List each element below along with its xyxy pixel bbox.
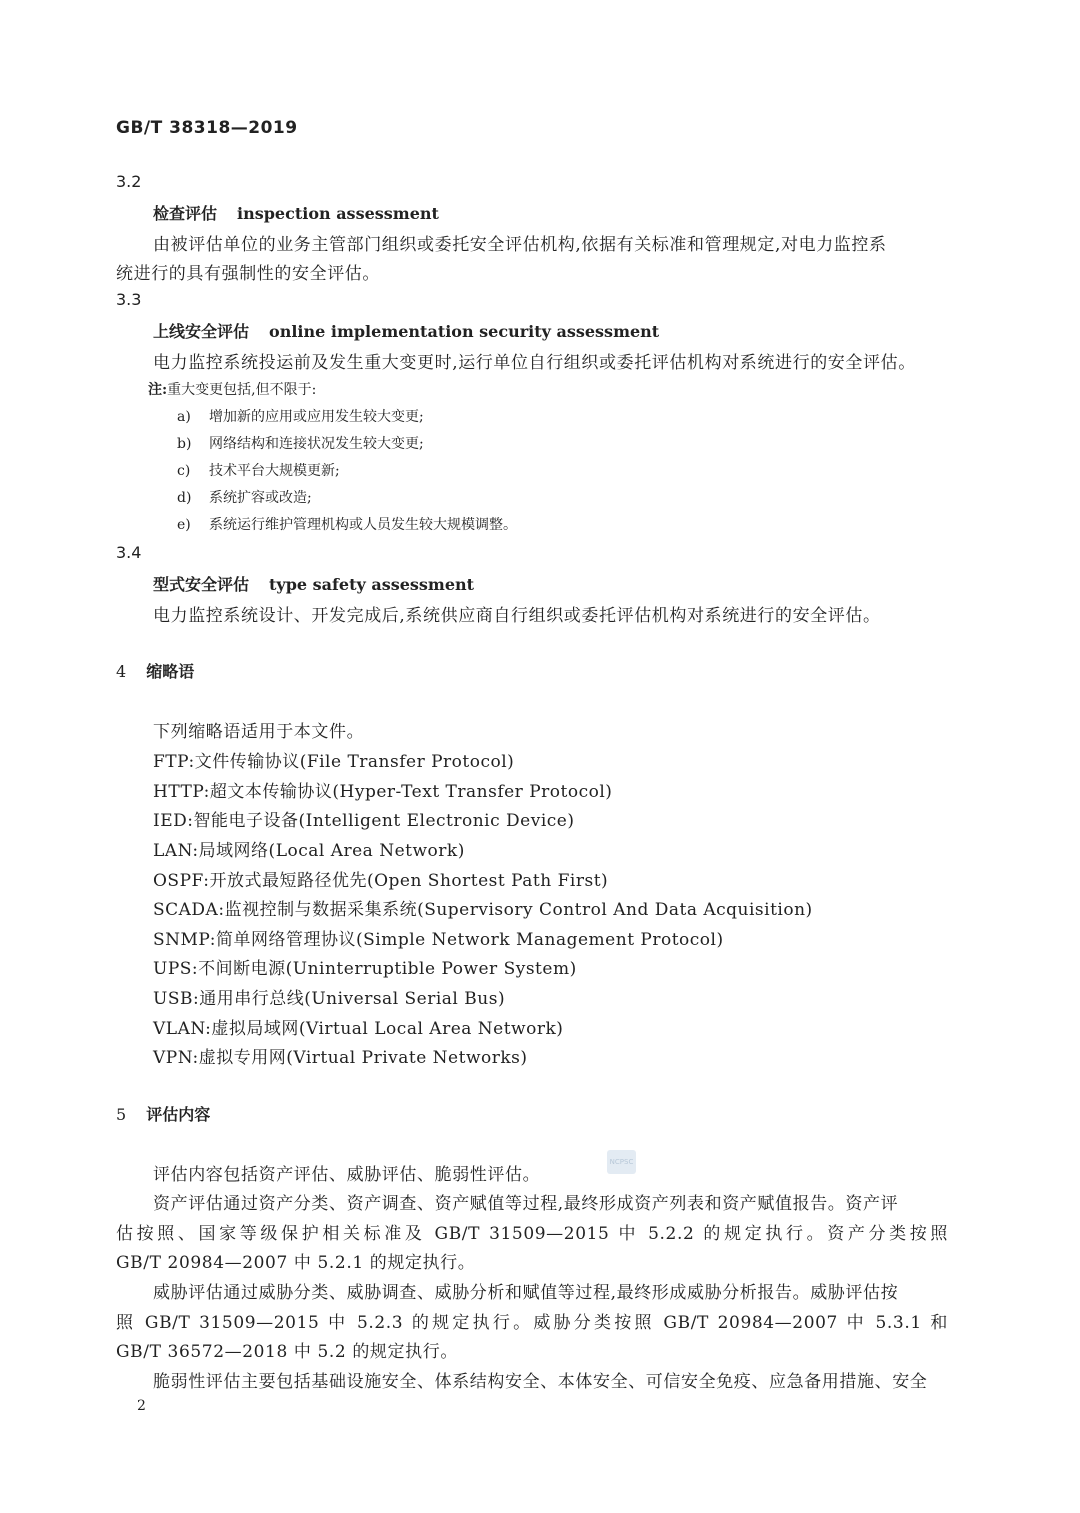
clause-number-3-3: 3.3: [116, 290, 142, 309]
term-heading-3-4: [153, 572, 474, 595]
standard-code: GB/T 38318—2019: [116, 118, 298, 138]
page-number: 2: [137, 1398, 146, 1414]
term-en: inspection assessment: [237, 204, 439, 223]
note-item: [177, 460, 340, 480]
clause-number-3-4: 3.4: [116, 543, 142, 562]
note-item-marker: c): [177, 463, 191, 479]
term-cn: 检查评估: [153, 204, 218, 223]
section5-p3-line1: 威胁评估通过威胁分类、威胁调查、威胁分析和赋值等过程,最终形成威胁分析报告。威胁评估按: [153, 1283, 899, 1303]
abbreviation-item: FTP:文件传输协议(File Transfer Protocol): [153, 752, 515, 772]
watermark-logo: NCPSC: [607, 1150, 636, 1174]
section-heading-4: [116, 659, 194, 682]
clause-number-3-2: 3.2: [116, 172, 142, 191]
section5-p1: 评估内容包括资产评估、威胁评估、脆弱性评估。: [153, 1165, 541, 1185]
term-en: type safety assessment: [269, 575, 475, 594]
section5-p2-line2: 估按照、国家等级保护相关标准及 GB/T 31509—2015 中 5.2.2 的规定执行。资产分类按照: [116, 1224, 948, 1244]
section5-p2-line3: GB/T 20984—2007 中 5.2.1 的规定执行。: [116, 1253, 476, 1273]
definition-3-2-line1: 由被评估单位的业务主管部门组织或委托安全评估机构,依据有关标准和管理规定,对电力监控系: [153, 235, 887, 255]
abbreviation-item: HTTP:超文本传输协议(Hyper-Text Transfer Protocol): [153, 782, 613, 802]
section-number: 5: [116, 1105, 127, 1124]
abbreviation-item: SNMP:简单网络管理协议(Simple Network Management Protocol): [153, 930, 724, 950]
section5-p3-line2: 照 GB/T 31509—2015 中 5.2.3 的规定执行。威胁分类按照 GB/T 20984—2007 中 5.3.1 和: [116, 1313, 948, 1333]
section-number: 4: [116, 662, 127, 681]
abbreviation-item: SCADA:监视控制与数据采集系统(Supervisory Control And Data Acquisition): [153, 900, 813, 920]
abbreviation-item: VLAN:虚拟局域网(Virtual Local Area Network): [153, 1019, 564, 1039]
note-item-text: 网络结构和连接状况发生较大变更;: [209, 436, 424, 452]
note-item-text: 技术平台大规模更新;: [209, 463, 340, 479]
note-item: [177, 487, 312, 507]
note-item: [177, 433, 424, 453]
note-label: 注:: [148, 382, 168, 398]
note-item-text: 系统运行维护管理机构或人员发生较大规模调整。: [209, 517, 517, 533]
section5-p4-line1: 脆弱性评估主要包括基础设施安全、体系结构安全、本体安全、可信安全免疫、应急备用措施、安全: [153, 1372, 928, 1392]
definition-3-4-line1: 电力监控系统设计、开发完成后,系统供应商自行组织或委托评估机构对系统进行的安全评估。: [153, 606, 881, 626]
section5-p3-line3: GB/T 36572—2018 中 5.2 的规定执行。: [116, 1342, 458, 1362]
abbreviation-item: OSPF:开放式最短路径优先(Open Shortest Path First): [153, 871, 609, 891]
note: [148, 379, 316, 399]
note-item-text: 增加新的应用或应用发生较大变更;: [209, 409, 424, 425]
note-item-marker: a): [177, 409, 191, 425]
term-cn: 型式安全评估: [153, 575, 250, 594]
note-item-marker: e): [177, 517, 191, 533]
abbreviation-item: VPN:虚拟专用网(Virtual Private Networks): [153, 1048, 528, 1068]
section4-intro: 下列缩略语适用于本文件。: [153, 722, 365, 742]
note-text: 重大变更包括,但不限于:: [167, 382, 317, 398]
note-item: [177, 406, 424, 426]
note-item-marker: d): [177, 490, 192, 506]
note-item: [177, 514, 517, 534]
section-title: 缩略语: [146, 662, 195, 681]
term-en: online implementation security assessment: [269, 322, 660, 341]
section-heading-5: [116, 1102, 210, 1125]
definition-3-2-line2: 统进行的具有强制性的安全评估。: [116, 264, 380, 284]
section-title: 评估内容: [146, 1105, 211, 1124]
abbreviation-item: UPS:不间断电源(Uninterruptible Power System): [153, 959, 577, 979]
note-item-text: 系统扩容或改造;: [209, 490, 312, 506]
definition-3-3-line1: 电力监控系统投运前及发生重大变更时,运行单位自行组织或委托评估机构对系统进行的安全评估。: [153, 353, 916, 373]
abbreviation-item: LAN:局域网络(Local Area Network): [153, 841, 465, 861]
term-heading-3-2: [153, 201, 439, 224]
note-item-marker: b): [177, 436, 192, 452]
term-cn: 上线安全评估: [153, 322, 250, 341]
abbreviation-item: IED:智能电子设备(Intelligent Electronic Device): [153, 811, 575, 831]
term-heading-3-3: [153, 319, 659, 342]
abbreviation-item: USB:通用串行总线(Universal Serial Bus): [153, 989, 506, 1009]
section5-p2-line1: 资产评估通过资产分类、资产调查、资产赋值等过程,最终形成资产列表和资产赋值报告。资产评: [153, 1194, 899, 1214]
